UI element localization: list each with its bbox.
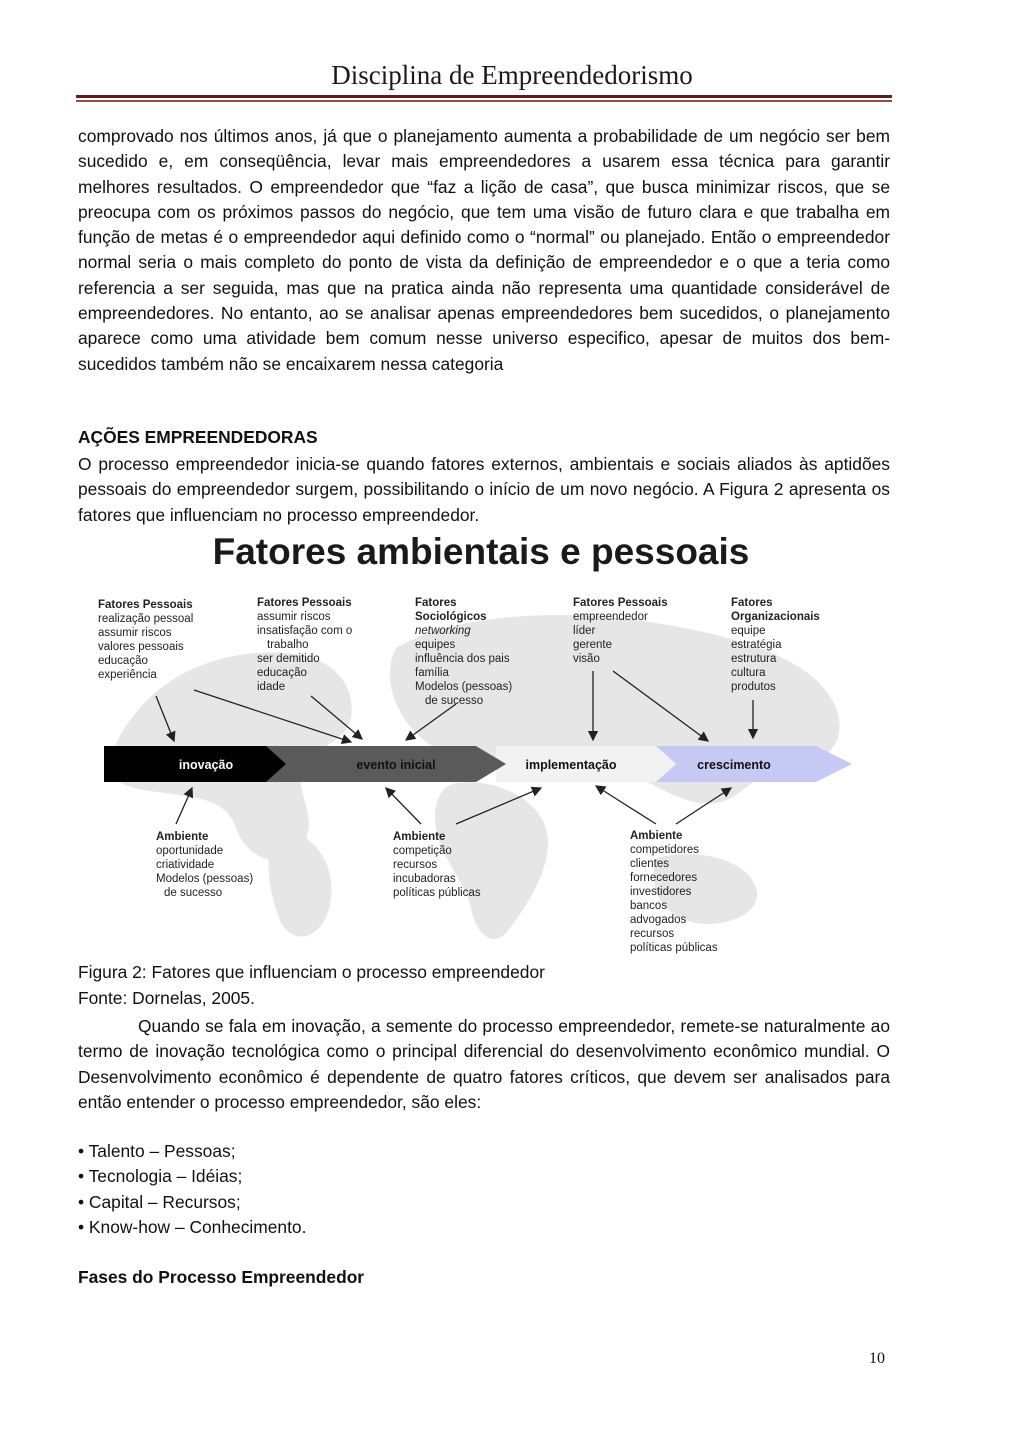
- group-item: Modelos (pessoas): [156, 873, 254, 885]
- group-item: clientes: [630, 858, 669, 870]
- group-personal-factors-1: [98, 599, 193, 681]
- figure-source: Fonte: Dornelas, 2005.: [78, 988, 255, 1008]
- group-title: Ambiente: [393, 831, 446, 843]
- group-item: competidores: [630, 844, 700, 856]
- section-heading-fases: Fases do Processo Empreendedor: [78, 1267, 365, 1287]
- group-item: incubadoras: [393, 873, 456, 885]
- group-item: valores pessoais: [98, 641, 184, 653]
- group-item: estratégia: [731, 639, 782, 651]
- group-item: fornecedores: [630, 872, 698, 884]
- figure-title: Fatores ambientais e pessoais: [212, 531, 750, 572]
- group-item: insatisfação com o: [257, 625, 353, 637]
- group-item: estrutura: [731, 653, 777, 665]
- group-title: Fatores Pessoais: [98, 599, 193, 611]
- paragraph-innovation-text: Quando se fala em inovação, a semente do processo empreendedor, remete-se naturalmente ao termo de inovação tecnológica como o principal diferencial do desenvolvimento econômico mundial. O Desenvolvimento econômico é dependente de quatro fatores críticos, que devem ser analisados para então entender o processo empreendedor, são eles:: [78, 1016, 890, 1112]
- group-item: família: [415, 667, 449, 679]
- group-item: competição: [393, 845, 452, 857]
- group-item: idade: [257, 681, 286, 693]
- paragraph-process: O processo empreendedor inicia-se quando fatores externos, ambientais e sociais aliados às aptidões pessoais do empreendedor surgem, possibilitando o início de um novo negócio. A Figura 2 apresenta os fatores que influenciam no processo empreendedor.: [78, 454, 890, 525]
- group-item: influência dos pais: [415, 653, 510, 665]
- group-item: gerente: [573, 639, 613, 651]
- group-title: Fatores: [415, 597, 457, 609]
- group-title: Ambiente: [630, 830, 683, 842]
- stage-label-innovation: inovação: [178, 758, 234, 772]
- group-item: investidores: [630, 886, 692, 898]
- paragraph-innovation: [78, 1014, 890, 1115]
- group-item: trabalho: [267, 639, 309, 651]
- stage-label-growth: crescimento: [697, 758, 771, 772]
- group-title: Fatores: [731, 597, 773, 609]
- stage-label-implementation: implementação: [525, 758, 617, 772]
- list-item: • Talento – Pessoas;: [78, 1141, 236, 1161]
- section-heading-acoes: AÇÕES EMPREENDEDORAS: [78, 427, 318, 447]
- group-item: de sucesso: [164, 887, 223, 899]
- group-item: realização pessoal: [98, 613, 194, 625]
- group-item: educação: [98, 655, 148, 667]
- group-title: Ambiente: [156, 831, 209, 843]
- group-title: Fatores Pessoais: [573, 597, 668, 609]
- figure-caption: Figura 2: Fatores que influenciam o processo empreendedor: [78, 962, 545, 982]
- group-item: produtos: [731, 681, 776, 693]
- group-item: criatividade: [156, 859, 215, 871]
- group-item: de sucesso: [425, 695, 484, 707]
- paragraph-planning: comprovado nos últimos anos, já que o planejamento aumenta a probabilidade de um negócio ser bem sucedido e, em conseqüência, levar mais empreendedores a usarem essa técnica para garantir melhores resultados. O empreendedor que “faz a lição de casa”, que busca minimizar riscos, que se preocupa com os próximos passos do negócio, que tem uma visão de futuro clara e que trabalha em função de metas é o empreendedor aqui definido como o “normal” ou planejado. Então o empreendedor normal seria o mais completo do ponto de vista da definição de empreendedor e o que a teria como referencia a ser seguida, mas que na pratica ainda não representa uma quantidade considerável de empreendedores. No entanto, ao se analisar apenas empreendedores bem sucedidos, o planejamento aparece como uma atividade bem comum nesse universo especifico, apesar de muitos dos bem-sucedidos também não se encaixarem nessa categoria: [78, 126, 890, 374]
- stage-label-initial-event: evento inicial: [356, 758, 436, 772]
- header-rule-secondary: [76, 100, 892, 102]
- arrow-connector: [596, 786, 656, 824]
- group-item: políticas públicas: [393, 887, 481, 899]
- list-item: • Know-how – Conhecimento.: [78, 1216, 307, 1237]
- group-item: recursos: [630, 928, 675, 940]
- group-item: recursos: [393, 859, 438, 871]
- group-item: assumir riscos: [98, 627, 172, 639]
- critical-factors-list: [78, 1139, 306, 1240]
- list-item: • Tecnologia – Idéias;: [78, 1166, 243, 1187]
- header-rule: [76, 95, 892, 98]
- page-header-title: Disciplina de Empreendedorismo: [331, 60, 693, 90]
- group-item: oportunidade: [156, 845, 224, 857]
- group-item: equipes: [415, 639, 456, 651]
- group-item: políticas públicas: [630, 942, 718, 954]
- list-item: • Capital – Recursos;: [78, 1191, 241, 1212]
- group-item: ser demitido: [257, 653, 320, 665]
- group-item: líder: [573, 625, 596, 637]
- group-item: educação: [257, 667, 307, 679]
- arrow-connector: [386, 788, 421, 824]
- group-item: empreendedor: [573, 611, 648, 623]
- page-number: 10: [869, 1350, 885, 1367]
- group-environment-1: [156, 831, 253, 899]
- group-item: visão: [573, 653, 600, 665]
- group-title-line2: Sociológicos: [415, 611, 487, 623]
- group-title-line2: Organizacionais: [731, 611, 820, 623]
- group-title: Fatores Pessoais: [257, 597, 352, 609]
- group-item: cultura: [731, 667, 766, 679]
- group-item: experiência: [98, 669, 157, 681]
- group-item: bancos: [630, 900, 668, 912]
- figure-factors-diagram: [96, 528, 866, 960]
- group-item: assumir riscos: [257, 611, 331, 623]
- group-item: advogados: [630, 914, 687, 926]
- group-item: Modelos (pessoas): [415, 681, 513, 693]
- group-item-italic: networking: [415, 625, 471, 637]
- group-item: equipe: [731, 625, 766, 637]
